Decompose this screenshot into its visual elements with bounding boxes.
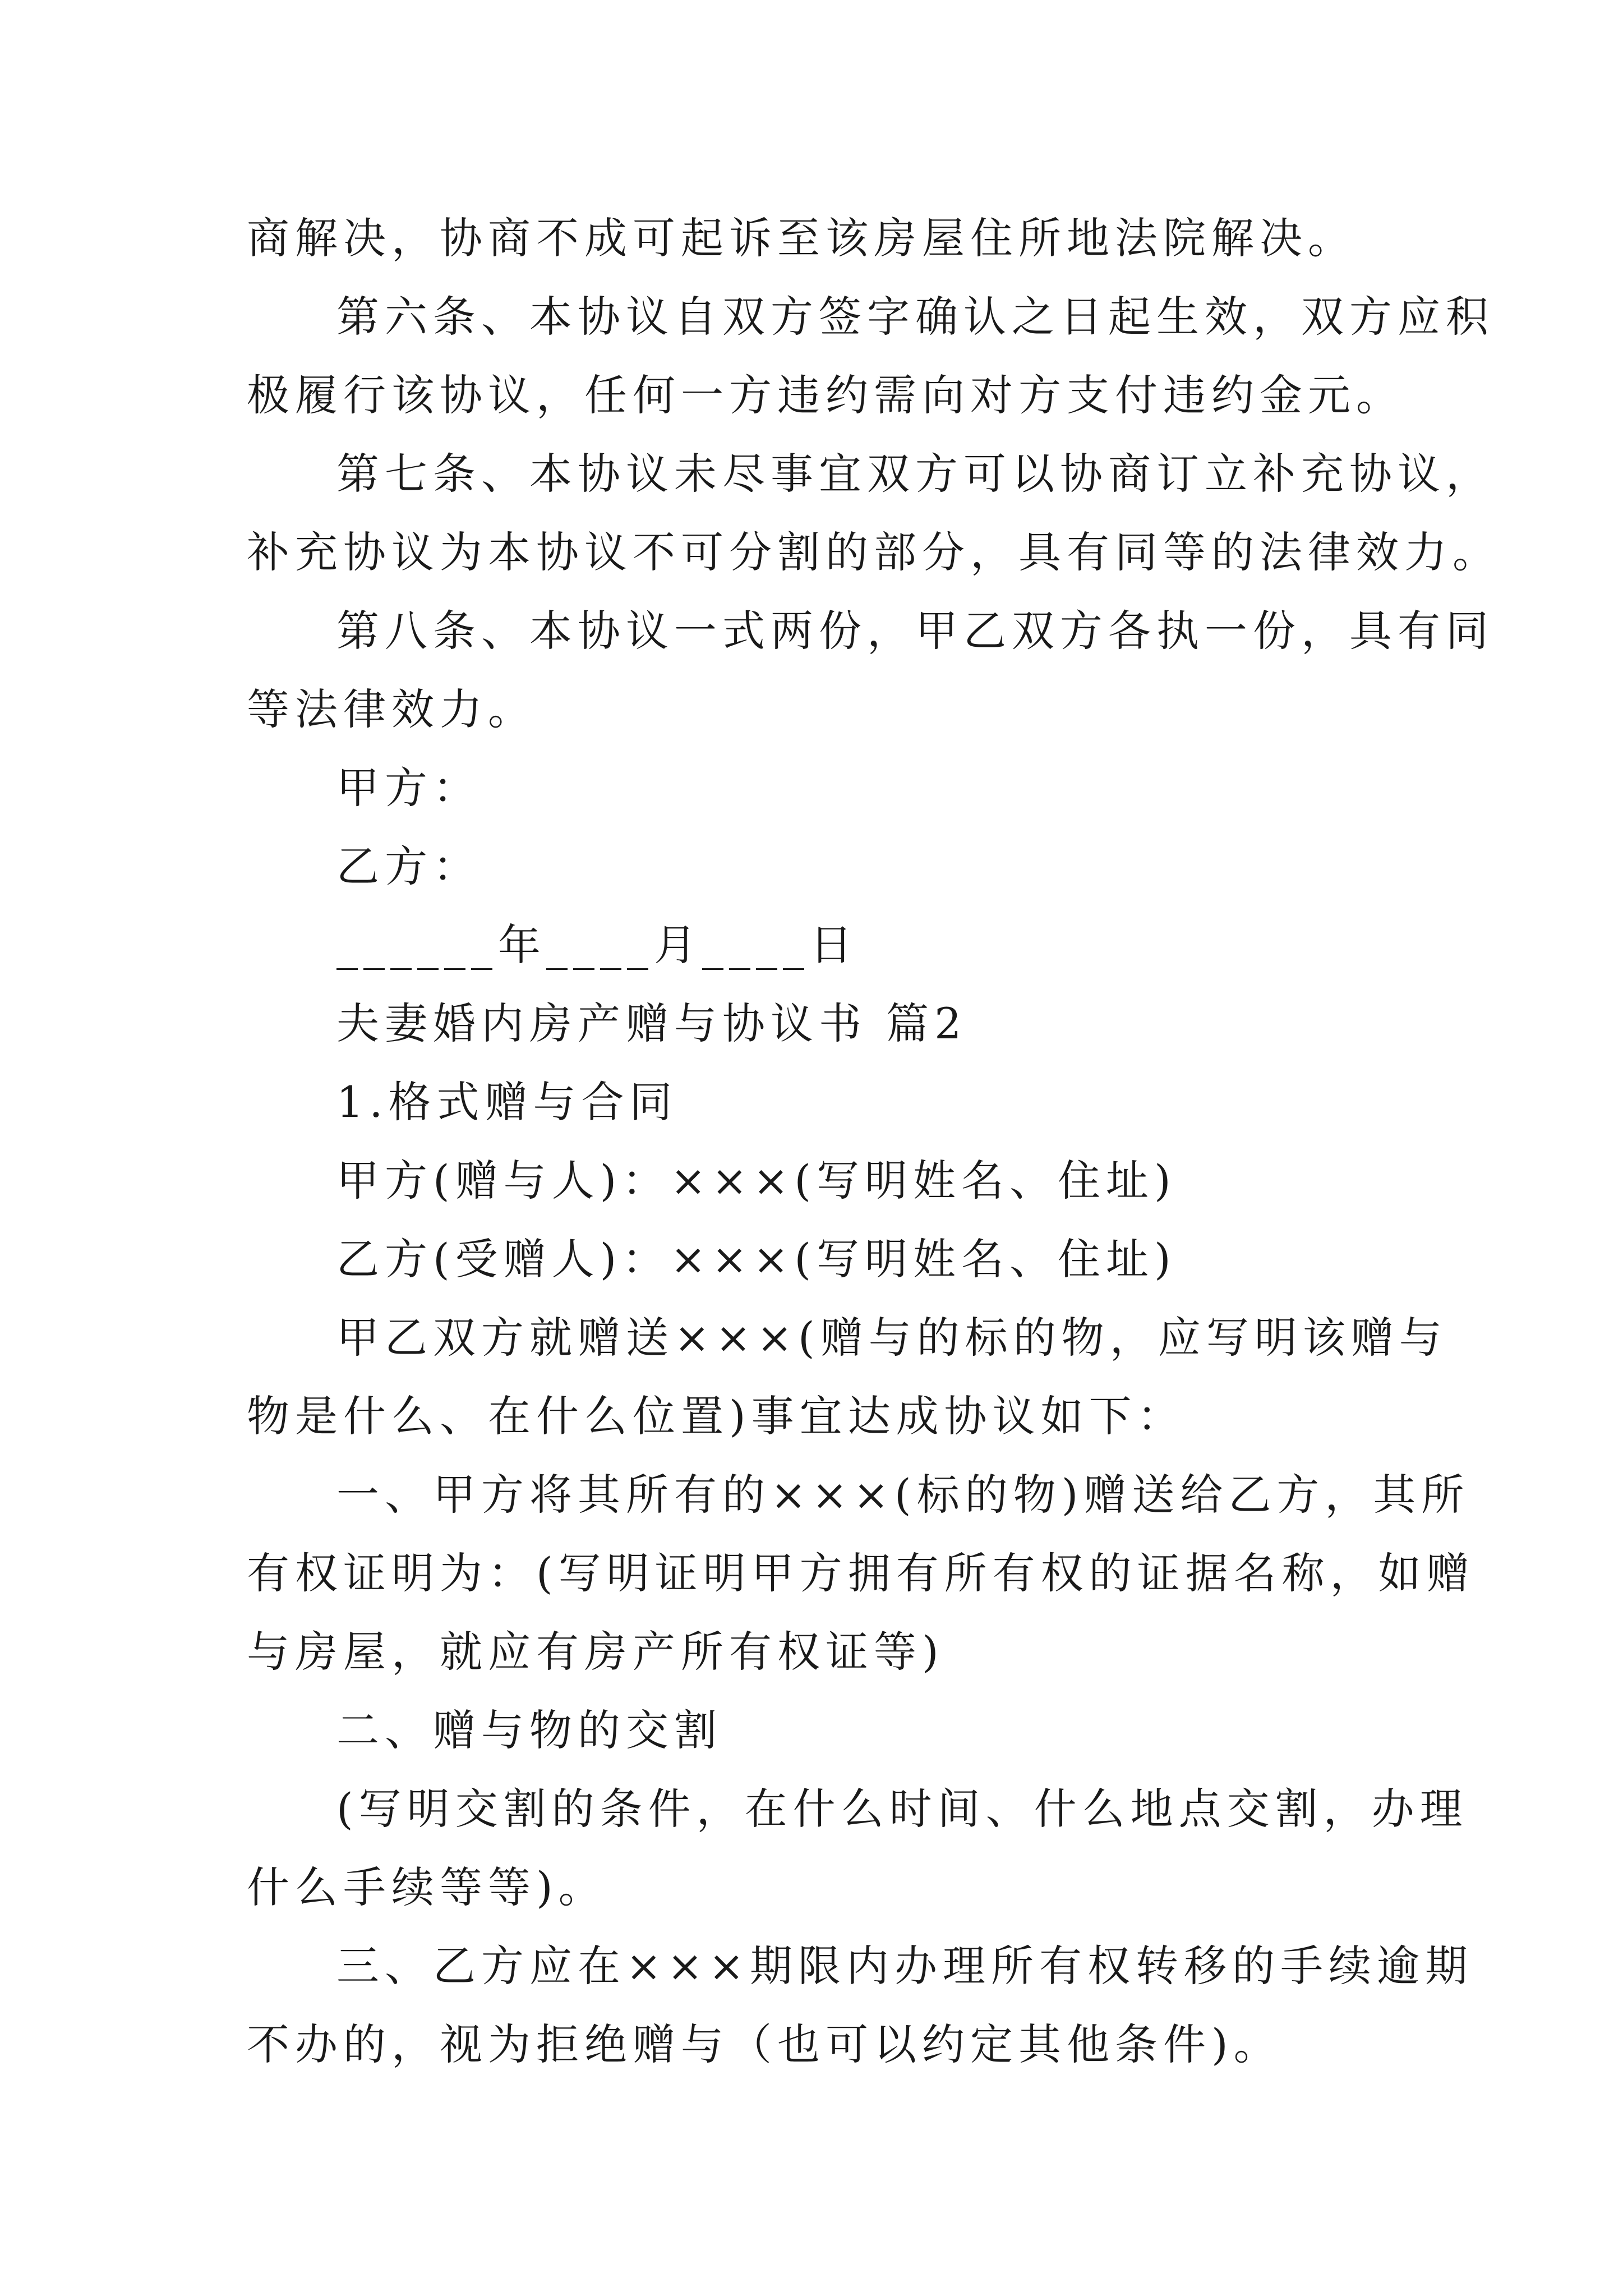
text-line: 乙方(受赠人)：×××(写明姓名、住址) [336,1234,1177,1284]
text-line: (写明交割的条件，在什么时间、什么地点交割，办理 [336,1784,1468,1834]
text-line: 第六条、本协议自双方签字确认之日起生效，双方应积 [336,292,1494,342]
text-line: 有权证明为：(写明证明甲方拥有所有权的证据名称，如赠 [247,1548,1475,1598]
text-line: 商解决，协商不成可起诉至该房屋住所地法院解决。 [247,213,1356,263]
text-line: 什么手续等等)。 [247,1862,607,1912]
date-line: ______年____月____日 [336,920,858,970]
text-line: 甲乙双方就赠送×××(赠与的标的物，应写明该赠与 [336,1313,1447,1363]
section-title: 夫妻婚内房产赠与协议书 篇2 [336,999,967,1048]
text-line: 二、赠与物的交割 [336,1705,722,1755]
text-line: 三、乙方应在×××期限内办理所有权转移的手续逾期 [336,1941,1474,1991]
text-line: 一、甲方将其所有的×××(标的物)赠送给乙方，其所 [336,1470,1470,1520]
party-a-label: 甲方： [336,763,481,813]
section-heading: 1.格式赠与合同 [336,1077,678,1127]
text-line: 第八条、本协议一式两份，甲乙双方各执一份，具有同 [336,606,1494,656]
text-line: 不办的，视为拒绝赠与（也可以约定其他条件)。 [247,2019,1282,2069]
text-line: 物是什么、在什么位置)事宜达成协议如下： [247,1391,1186,1441]
party-b-label: 乙方： [336,841,481,891]
text-line: 等法律效力。 [247,684,536,734]
text-line: 补充协议为本协议不可分割的部分，具有同等的法律效力。 [247,527,1501,577]
text-line: 极履行该协议，任何一方违约需向对方支付违约金元。 [247,370,1404,420]
text-line: 甲方(赠与人)：×××(写明姓名、住址) [336,1156,1177,1205]
text-line: 第七条、本协议未尽事宜双方可以协商订立补充协议， [336,449,1494,499]
text-line: 与房屋，就应有房产所有权证等) [247,1627,944,1677]
